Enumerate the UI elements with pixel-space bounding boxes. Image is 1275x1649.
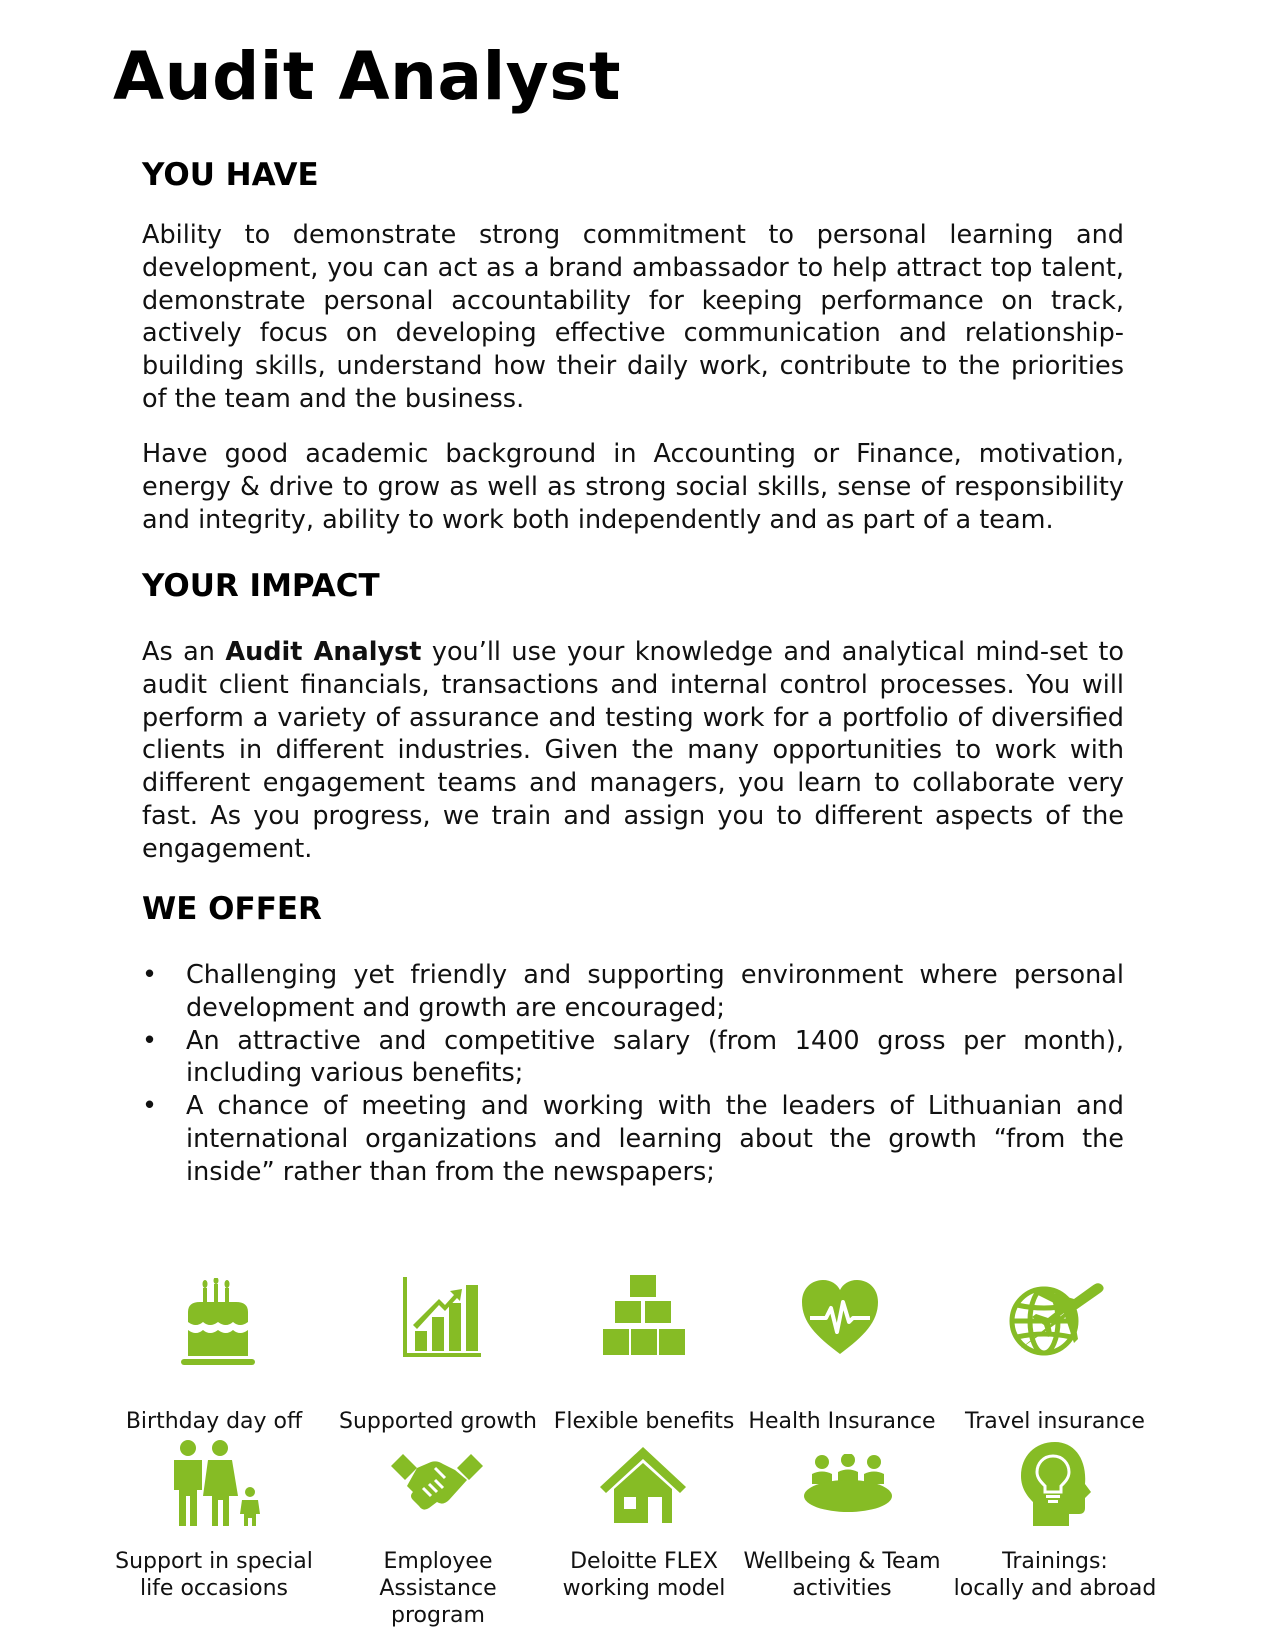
bullet-icon: •	[142, 1091, 158, 1122]
your-impact-paragraph	[142, 636, 1124, 866]
bullet-icon: •	[142, 1025, 158, 1056]
benefit-label: Supported growth	[338, 1409, 537, 1434]
offer-item	[142, 959, 1124, 1025]
benefit-label: working model	[562, 1576, 726, 1601]
head-lightbulb-icon	[1017, 1440, 1093, 1528]
family-icon	[168, 1440, 268, 1528]
section-heading-your-impact: YOUR IMPACT	[142, 568, 380, 604]
section-heading-we-offer: WE OFFER	[142, 891, 322, 927]
benefit-label-health-wrap	[727, 1408, 957, 1435]
offer-list	[142, 959, 1124, 1189]
you-have-paragraph-2: Have good academic background in Accounting or Finance, motivation, energy & drive to grow as well as strong social skills, sense of responsibility and integrity, ability to work both independently and as part of a team.	[142, 439, 1124, 535]
benefit-label: life occasions	[139, 1576, 289, 1601]
offer-item	[142, 1090, 1124, 1188]
benefit-label: Flexible benefits	[553, 1409, 735, 1434]
stacked-boxes-icon	[601, 1273, 685, 1361]
impact-body-text: you’ll use your knowledge and analytical mind-set to audit client financials, transactions and internal control processes. You will perform a variety of assurance and testing work for a portfolio of diversified clients in different industries. Given the many opportunities to work with different engagement teams and managers, you learn to collaborate very fast. As you progress, we train and assign you to different aspects of the engagement.	[142, 637, 1125, 864]
impact-lead-text: As an	[142, 637, 215, 667]
handshake-icon	[389, 1450, 485, 1514]
offer-item-text: A chance of meeting and working with the leaders of Lithuanian and international organizations and learning about the growth “from the inside” rather than from the newspapers;	[186, 1091, 1124, 1187]
benefit-label-travel-wrap	[940, 1408, 1170, 1435]
benefit-label: activities	[792, 1576, 892, 1601]
globe-airplane-icon	[1004, 1273, 1106, 1359]
you-have-paragraph-1: Ability to demonstrate strong commitment to personal learning and development, you can act as a brand ambassador to help attract top talent, demonstrate personal accountability for keeping performance on track, actively focus on developing effective communication and relationship-building skills, understand how their daily work, contribute to the priorities of the team and the business.	[142, 220, 1124, 414]
benefit-label-birthday-wrap	[99, 1408, 329, 1435]
benefit-label-flex-wrap	[529, 1548, 759, 1602]
offer-item	[142, 1025, 1124, 1091]
benefit-family	[103, 1440, 333, 1528]
page-title: Audit Analyst	[113, 38, 622, 115]
offer-item-text: An attractive and competitive salary (from 1400 gross per month), including various benefits;	[186, 1025, 1124, 1089]
benefit-wellbeing	[733, 1454, 963, 1514]
team-meeting-icon	[802, 1454, 894, 1514]
benefit-label: Health Insurance	[748, 1409, 936, 1434]
benefit-label: Trainings:	[1002, 1549, 1108, 1574]
heart-pulse-icon	[800, 1278, 880, 1356]
benefit-assistance	[322, 1450, 552, 1514]
impact-role-text: Audit Analyst	[225, 637, 422, 667]
benefit-flex-model	[528, 1445, 758, 1525]
benefit-label-trainings-wrap	[940, 1548, 1170, 1602]
benefit-label-flexible-wrap	[529, 1408, 759, 1435]
benefit-label: locally and abroad	[953, 1576, 1157, 1601]
benefit-label: Employee Assistance	[379, 1549, 497, 1601]
benefit-label-assistance-wrap	[323, 1548, 553, 1629]
benefit-label: program	[391, 1603, 485, 1628]
benefit-birthday	[103, 1278, 333, 1370]
benefit-label-growth-wrap	[323, 1408, 553, 1435]
bullet-icon: •	[142, 960, 158, 990]
benefit-label: Support in special	[115, 1549, 313, 1574]
offer-item-text: Challenging yet friendly and supporting environment where personal development and growth are encouraged;	[186, 960, 1124, 1023]
benefit-trainings	[940, 1440, 1170, 1528]
growth-chart-icon	[399, 1275, 483, 1361]
benefit-label: Deloitte FLEX	[570, 1549, 718, 1574]
benefit-label: Wellbeing & Team	[743, 1549, 941, 1574]
house-icon	[598, 1445, 688, 1525]
benefit-label: Travel insurance	[965, 1409, 1145, 1434]
benefit-health	[725, 1278, 955, 1356]
benefit-label-wellbeing-wrap	[727, 1548, 957, 1602]
benefit-label-family-wrap	[99, 1548, 329, 1602]
section-heading-you-have: YOU HAVE	[142, 157, 319, 193]
benefit-label: Birthday day off	[125, 1409, 303, 1434]
benefit-flexible	[528, 1273, 758, 1361]
birthday-cake-icon	[178, 1278, 258, 1370]
benefit-travel	[940, 1273, 1170, 1359]
benefit-growth	[326, 1275, 556, 1361]
